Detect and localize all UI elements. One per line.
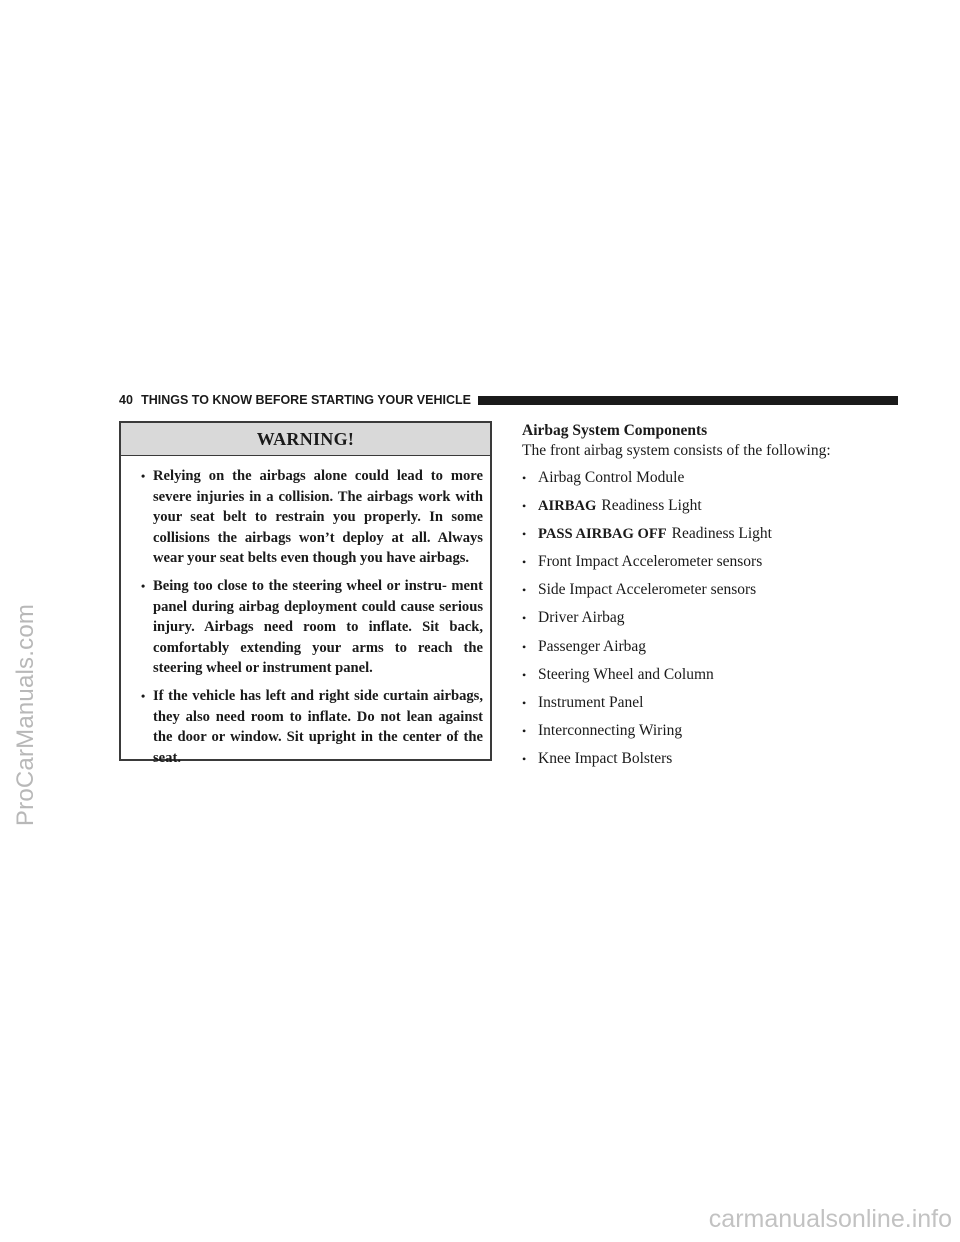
list-item-text: Steering Wheel and Column [538,665,714,683]
list-item [522,638,902,666]
components-section [522,421,902,778]
list-item [522,553,902,581]
bullet-icon: • [522,695,527,710]
bullet-icon: • [522,751,527,766]
list-item-text: Knee Impact Bolsters [538,749,673,767]
warning-item [141,686,483,768]
list-item [522,750,902,778]
bottom-watermark: carmanualsonline.info [708,1205,952,1233]
warning-list [121,456,490,768]
section-intro: The front airbag system consists of the following: [522,442,831,459]
list-item [522,666,902,694]
section-heading: Airbag System Components [522,422,708,439]
page-number: 40 [119,393,134,407]
list-item-text: Front Impact Accelerometer sensors [538,553,763,571]
list-item-text: Readiness Light [671,525,772,543]
warning-title: WARNING! [121,423,490,456]
list-item-text: Airbag Control Module [538,469,685,486]
list-item [522,497,902,525]
bullet-icon: • [522,555,527,570]
list-item-bold: PASS AIRBAG OFF [538,526,667,543]
bullet-icon: • [522,583,527,598]
warning-item-text: Being too close to the steering wheel or instru- ment panel during airbag deployment could cause serious injury. Airbags need room to inflate. Sit back, comfortably extending your arms to reach the steering wheel or instrument panel. [153,577,483,677]
list-item-text: Passenger Airbag [538,637,647,655]
warning-item-text: Relying on the airbags alone could lead to more severe injuries in a collision. The airbags work with your seat belt to restrain you properly. In some collisions the airbags won’t deploy at all. Always wear your seat belts even though you have airbags. [153,468,483,567]
bullet-icon: • [522,499,527,514]
list-item [522,609,902,637]
list-item [522,722,902,750]
list-item-bold: AIRBAG [538,498,597,515]
bullet-icon: • [522,471,527,485]
bullet-icon: • [141,469,146,483]
bullet-icon: • [522,723,527,738]
list-item-text: Side Impact Accelerometer sensors [538,581,757,599]
list-item-text: Instrument Panel [538,693,644,711]
bullet-icon: • [522,667,527,682]
list-item [522,581,902,609]
side-watermark-text: ProCarManuals.com [12,603,39,827]
warning-item [141,576,483,679]
list-item-text: Interconnecting Wiring [538,721,683,739]
list-item [522,525,902,553]
list-item [522,694,902,722]
bullet-icon: • [522,639,527,654]
list-item-text: Readiness Light [601,497,702,515]
bullet-icon: • [141,578,146,593]
warning-item [141,466,483,569]
page-header [119,391,898,409]
warning-item-text: If the vehicle has left and right side curtain airbags, they also need room to inflate. Do not lean against the door or window. Sit upright in the center of the seat. [153,687,483,766]
bullet-icon: • [522,527,527,542]
warning-box [119,421,492,766]
header-rule [478,396,898,405]
list-item-text: Driver Airbag [538,609,625,627]
chapter-title: THINGS TO KNOW BEFORE STARTING YOUR VEHICLE [141,393,471,407]
side-watermark [6,520,46,910]
list-item [522,469,902,497]
components-list [522,469,902,778]
bullet-icon: • [141,688,146,703]
bullet-icon: • [522,611,527,626]
